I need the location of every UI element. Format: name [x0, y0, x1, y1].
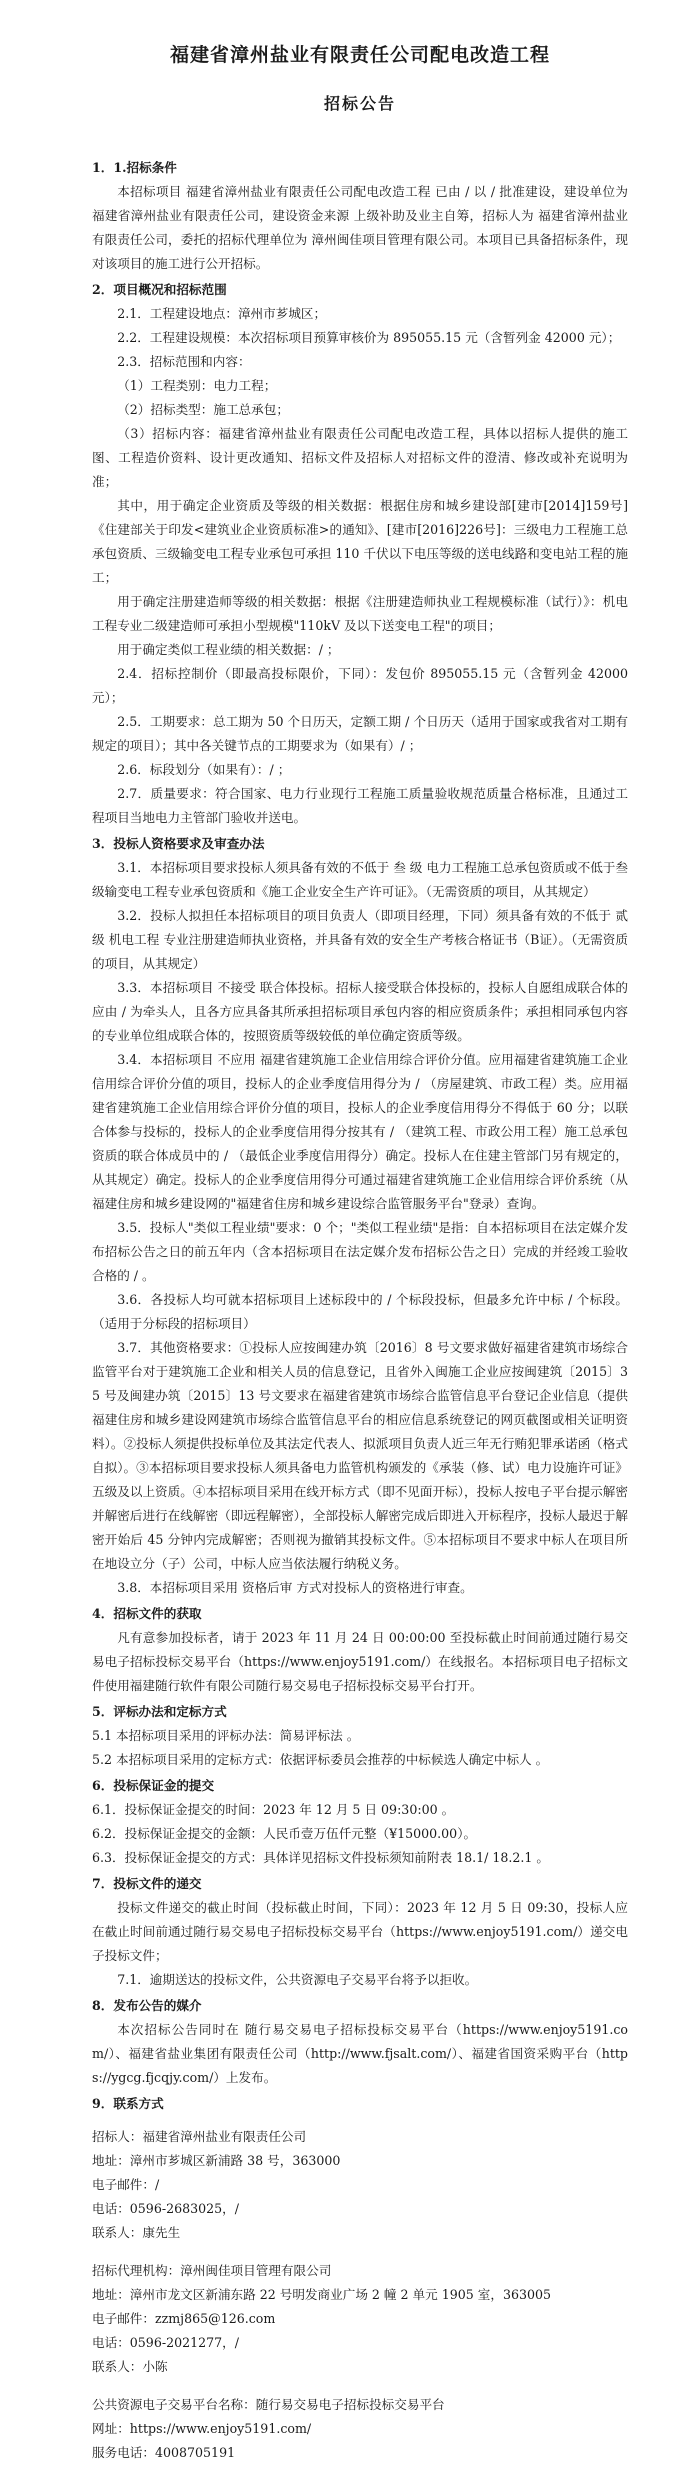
tenderer-phone: 电话：0596-2683025，/	[92, 2201, 240, 2216]
paragraph: 其中，用于确定企业资质及等级的相关数据：根据住房和城乡建设部[建市[2014]159号]《住建部关于印发<建筑业企业资质标准>的通知》、[建市[2016]226号]：三级电力工程施工总承包资质、三级输变电工程专业承包可承担 110 千伏以下电压等级的送电线路和变电站工程的施工；	[92, 498, 628, 585]
contact-tenderer	[92, 2125, 628, 2245]
announcement-body	[92, 156, 628, 2116]
paragraph: （3）招标内容：福建省漳州盐业有限责任公司配电改造工程，具体以招标人提供的施工图、工程造价资料、设计更改通知、招标文件及招标人对招标文件的澄清、修改或补充说明为准；	[92, 426, 628, 489]
spacer	[92, 2245, 628, 2259]
paragraph: 6.1．投标保证金提交的时间：2023 年 12 月 5 日 09:30:00 。	[92, 1802, 455, 1817]
paragraph: 5.1 本招标项目采用的评标办法：简易评标法 。	[92, 1728, 360, 1743]
section-heading: 5．评标办法和定标方式	[92, 1704, 227, 1719]
paragraph: 6.2．投标保证金提交的金额：人民币壹万伍仟元整（¥15000.00）。	[92, 1826, 477, 1841]
paragraph: 2.2．工程建设规模：本次招标项目预算审核价为 895055.15 元（含暂列金 42000 元）；	[117, 330, 621, 345]
paragraph: 7.1．逾期送达的投标文件，公共资源电子交易平台将予以拒收。	[117, 1972, 478, 1987]
paragraph: 2.3．招标范围和内容：	[117, 354, 251, 369]
paragraph: 3.6．各投标人均可就本招标项目上述标段中的 / 个标段投标，但最多允许中标 / 个标段。（适用于分标段的招标项目）	[92, 1292, 628, 1331]
paragraph: 2.7．质量要求：符合国家、电力行业现行工程施工质量验收规范质量合格标准，且通过工程项目当地电力主管部门验收并送电。	[92, 786, 628, 825]
tenderer-name: 招标人：福建省漳州盐业有限责任公司	[92, 2129, 307, 2144]
tenderer-email: 电子邮件：/	[92, 2177, 160, 2192]
paragraph: 3.2．投标人拟担任本招标项目的项目负责人（即项目经理，下同）须具备有效的不低于 贰 级 机电工程 专业注册建造师执业资格，并具备有效的安全生产考核合格证书（B证）。（无需资质的项目，从其规定）	[92, 908, 628, 971]
document-title: 福建省漳州盐业有限责任公司配电改造工程	[169, 44, 550, 66]
platform-phone: 服务电话：4008705191	[92, 2445, 236, 2460]
paragraph: 本招标项目 福建省漳州盐业有限责任公司配电改造工程 已由 / 以 / 批准建设，建设单位为 福建省漳州盐业有限责任公司，建设资金来源 上级补助及业主自筹，招标人为 福建省漳州盐业有限责任公司，委托的招标代理单位为 漳州闽佳项目管理有限公司。本项目已具备招标条件，现对该项目的施工进行公开招标。	[92, 184, 628, 271]
paragraph: 2.1．工程建设地点：漳州市芗城区；	[117, 306, 327, 321]
paragraph: 5.2 本招标项目采用的定标方式：依据评标委员会推荐的中标候选人确定中标人 。	[92, 1752, 549, 1767]
section-heading: 9．联系方式	[92, 2096, 164, 2111]
section-heading: 1．1.招标条件	[92, 160, 177, 175]
section-heading: 7．投标文件的递交	[92, 1876, 202, 1891]
tenderer-contact-person: 联系人：康先生	[92, 2225, 181, 2240]
tenderer-address: 地址：漳州市芗城区新浦路 38 号，363000	[92, 2153, 341, 2168]
paragraph: 凡有意参加投标者，请于 2023 年 11 月 24 日 00:00:00 至投标截止时间前通过随行易交易电子招标投标交易平台（https://www.enjoy5191.com/）在线报名。本招标项目电子招标文件使用福建随行软件有限公司随行易交易电子招标投标交易平台打开。	[92, 1630, 628, 1693]
document-subtitle: 招标公告	[323, 94, 396, 113]
paragraph: 3.5．投标人"类似工程业绩"要求：0 个；"类似工程业绩"是指：自本招标项目在法定媒介发布招标公告之日的前五年内（含本招标项目在法定媒介发布招标公告之日）完成的并经竣工验收合格的 / 。	[92, 1220, 628, 1283]
section-heading: 4．招标文件的获取	[92, 1606, 202, 1621]
paragraph: 2.6．标段划分（如果有）：/ ；	[117, 762, 291, 777]
section-heading: 8．发布公告的媒介	[92, 1998, 202, 2013]
paragraph: （1）工程类别：电力工程；	[117, 378, 277, 393]
platform-name: 公共资源电子交易平台名称：随行易交易电子招标投标交易平台	[92, 2397, 445, 2412]
paragraph: （2）招标类型：施工总承包；	[117, 402, 289, 417]
paragraph: 3.1．本招标项目要求投标人须具备有效的不低于 叁 级 电力工程施工总承包资质或不低于叁级输变电工程专业承包资质和《施工企业安全生产许可证》。（无需资质的项目，从其规定）	[92, 860, 628, 899]
paragraph: 3.7．其他资格要求：①投标人应按闽建办筑〔2016〕8 号文要求做好福建省建筑市场综合监管平台对于建筑施工企业和相关人员的信息登记，且省外入闽施工企业应按闽建筑〔2015〕35 号及闽建办筑〔2015〕13 号文要求在福建省建筑市场综合监管信息平台登记企业信息（提供福建住房和城乡建设网建筑市场综合监管信息平台的相应信息系统登记的网页截图或相关证明资料）。②投标人须提供投标单位及其法定代表人、拟派项目负责人近三年无行贿犯罪承诺函（格式自拟）。③本招标项目要求投标人须具备电力监管机构颁发的《承装（修、试）电力设施许可证》五级及以上资质。④本招标项目采用在线开标方式（即不见面开标），投标人按电子平台提示解密并解密后进行在线解密（即远程解密），全部投标人解密完成后即进入开标程序，投标人最迟于解密开始后 45 分钟内完成解密；否则视为撤销其投标文件。⑤本招标项目不要求中标人在项目所在地设立分（子）公司，中标人应当依法履行纳税义务。	[92, 1340, 628, 1571]
agent-contact-person: 联系人：小陈	[92, 2359, 168, 2374]
section-heading: 3．投标人资格要求及审查办法	[92, 836, 265, 851]
paragraph: 用于确定类似工程业绩的相关数据：/ ；	[117, 642, 340, 657]
paragraph: 2.5．工期要求：总工期为 50 个日历天，定额工期 / 个日历天（适用于国家或我省对工期有规定的项目）；其中各关键节点的工期要求为（如果有）/ ；	[92, 714, 628, 753]
section-heading: 6．投标保证金的提交	[92, 1778, 215, 1793]
paragraph: 2.4．招标控制价（即最高投标限价，下同）：发包价 895055.15 元（含暂列金 42000 元）；	[92, 666, 628, 705]
paragraph: 3.8．本招标项目采用 资格后审 方式对投标人的资格进行审查。	[117, 1580, 473, 1595]
paragraph: 6.3．投标保证金提交的方式：具体详见招标文件投标须知前附表 18.1/ 18.2.1 。	[92, 1850, 550, 1865]
platform-url[interactable]: 网址：https://www.enjoy5191.com/	[92, 2421, 312, 2436]
spacer	[92, 2379, 628, 2393]
paragraph: 3.3．本招标项目 不接受 联合体投标。招标人接受联合体投标的，投标人自愿组成联合体的应由 / 为牵头人，且各方应具备其所承担招标项目承包内容的相应资质条件；承担相同承包内容的专业单位组成联合体的，按照资质等级较低的单位确定资质等级。	[92, 980, 628, 1043]
agent-name: 招标代理机构：漳州闽佳项目管理有限公司	[92, 2263, 332, 2278]
agent-phone: 电话：0596-2021277，/	[92, 2335, 240, 2350]
section-heading: 2．项目概况和招标范围	[92, 282, 227, 297]
paragraph: 投标文件递交的截止时间（投标截止时间，下同）：2023 年 12 月 5 日 09:30，投标人应在截止时间前通过随行易交易电子招标投标交易平台（https://www.enjoy5191.com/）递交电子投标文件；	[92, 1900, 628, 1963]
paragraph: 3.4．本招标项目 不应用 福建省建筑施工企业信用综合评价分值。应用福建省建筑施工企业信用综合评价分值的项目，投标人的企业季度信用得分为 / （房屋建筑、市政工程）类。应用福建省建筑施工企业信用综合评价分值的项目，投标人的企业季度信用得分不得低于 60 分；以联合体参与投标的，投标人的企业季度信用得分按其有 / （建筑工程、市政公用工程）施工总承包资质的联合体成员中的 / （最低企业季度信用得分）确定。投标人在住建主管部门另有规定的，从其规定）确定。投标人的企业季度信用得分可通过福建省建筑施工企业信用综合评价系统（从福建住房和城乡建设网的"福建省住房和城乡建设综合监管服务平台"登录）查询。	[92, 1052, 628, 1211]
paragraph: 用于确定注册建造师等级的相关数据：根据《注册建造师执业工程规模标准（试行）》：机电工程专业二级建造师可承担小型规模"110kV 及以下送变电工程"的项目；	[92, 594, 628, 633]
agent-email: 电子邮件：zzmj865@126.com	[92, 2311, 276, 2326]
contact-platform	[92, 2393, 628, 2465]
contact-agent	[92, 2259, 628, 2379]
agent-address: 地址：漳州市龙文区新浦东路 22 号明发商业广场 2 幢 2 单元 1905 室，363005	[92, 2287, 552, 2302]
paragraph: 本次招标公告同时在 随行易交易电子招标投标交易平台（https://www.enjoy5191.com/）、福建省盐业集团有限责任公司（http://www.fjsalt.com/）、福建省国资采购平台（https://ygcg.fjcqjy.com/）上发布。	[92, 2022, 628, 2085]
spacer	[92, 2116, 628, 2125]
